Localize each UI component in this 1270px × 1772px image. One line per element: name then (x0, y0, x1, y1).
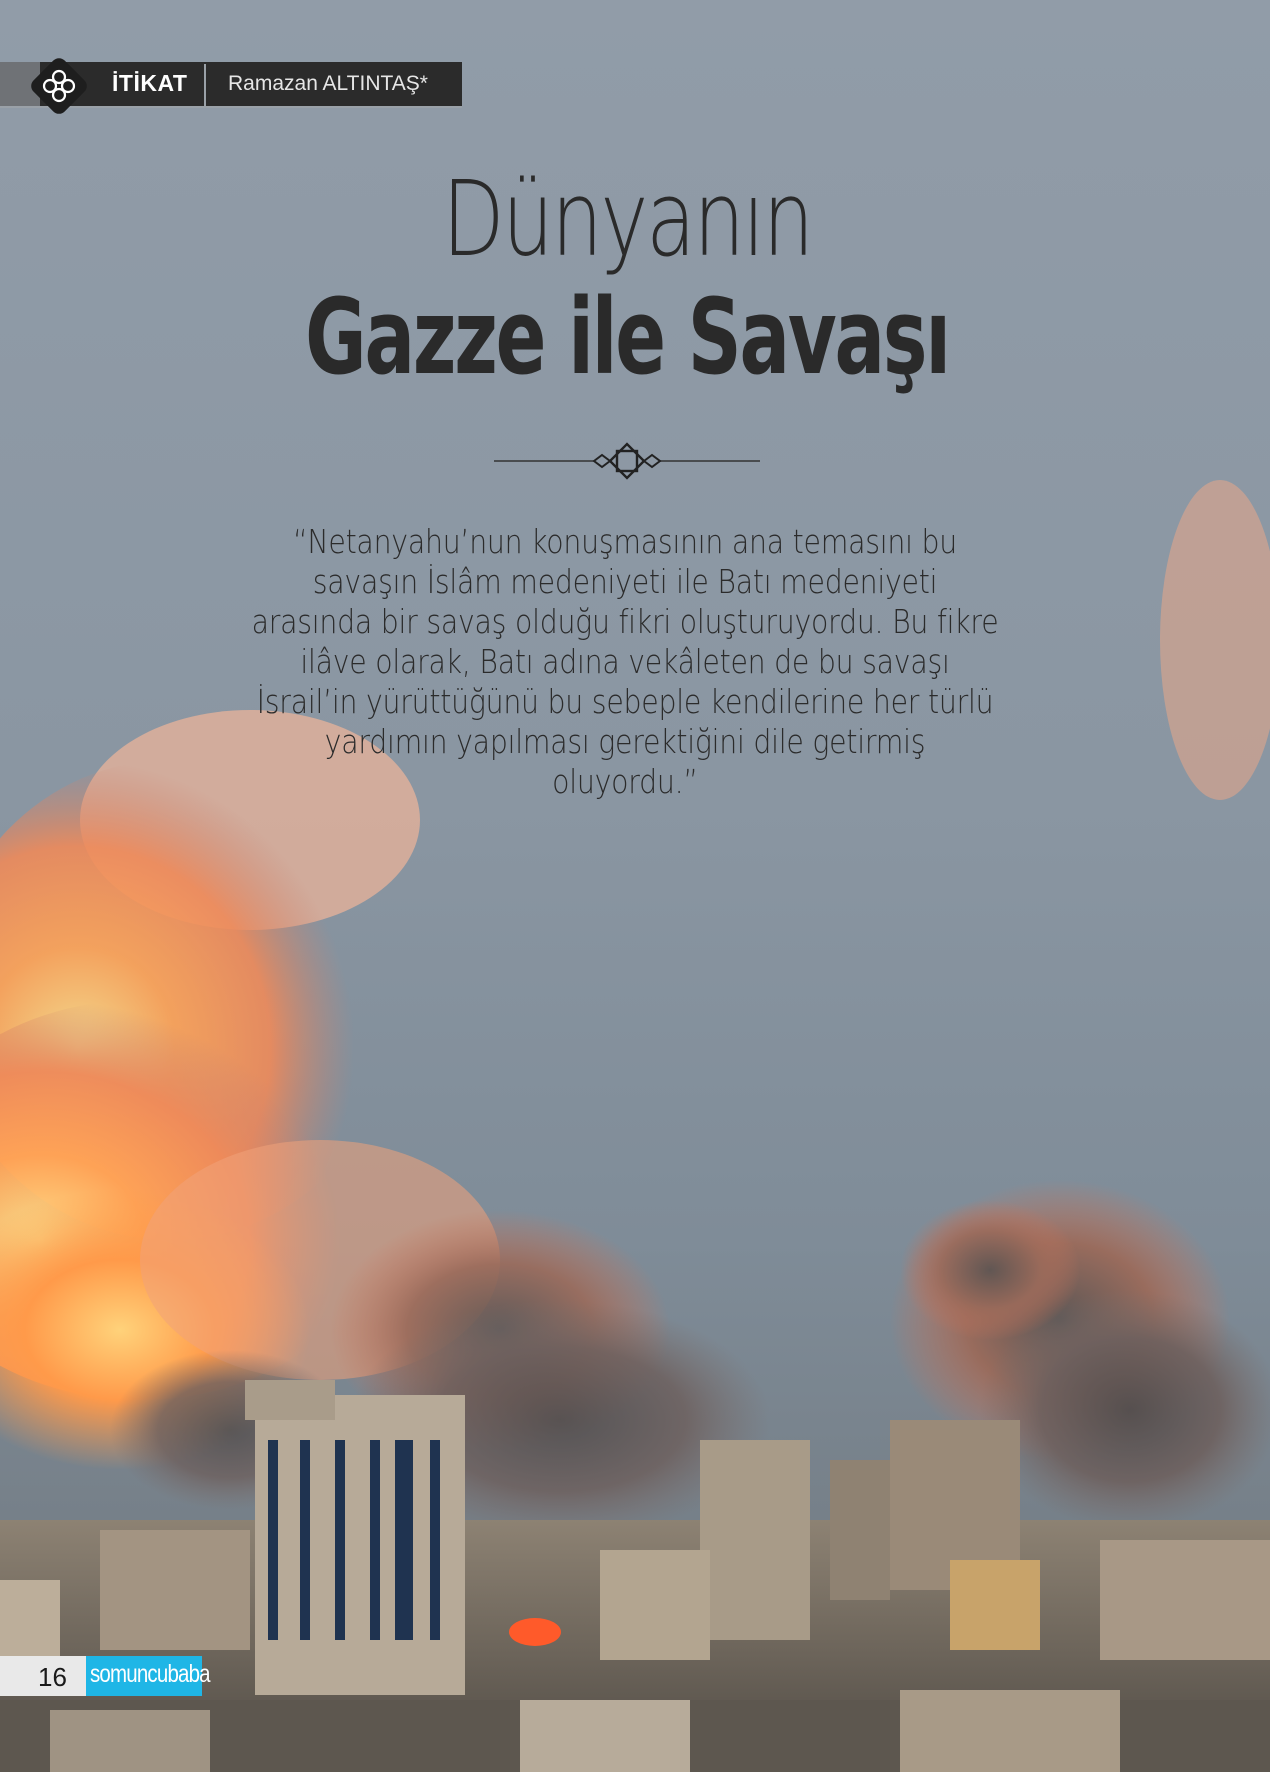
ornament-icon (494, 441, 760, 481)
page-number: 16 (38, 1662, 67, 1692)
pull-quote: “Netanyahu’nun konuşmasının ana temasını bu savaşın İslâm medeniyeti ile Batı medeniyeti arasında bir savaş olduğu fikri oluşturuyordu. Bu fikre ilâve olarak, Batı adına vekâleten de bu savaşı İsrail’in yürüttüğünü bu sebeple kendilerine her türlü yardımın yapılması gerektiğini dile getirmiş oluyordu.” (251, 522, 999, 801)
article-title-line2: Gazze ile Savaşı (305, 276, 949, 398)
article-title-line1: Dünyanın (442, 158, 812, 280)
author-name: Ramazan ALTINTAŞ* (228, 72, 428, 95)
header-divider (204, 64, 206, 106)
brand-name: somuncubaba (90, 1660, 210, 1688)
section-label: İTİKAT (112, 70, 188, 96)
quatrefoil-icon (28, 55, 90, 117)
